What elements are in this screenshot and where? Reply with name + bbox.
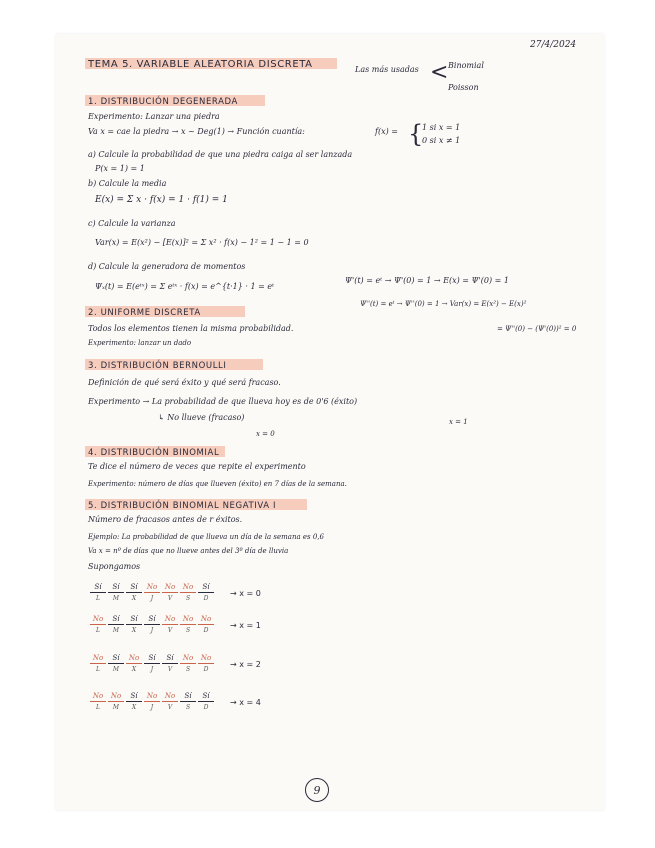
day-cell bbox=[180, 655, 196, 673]
weekday-label: L bbox=[96, 704, 100, 711]
weekday-label: J bbox=[150, 704, 154, 711]
sec5-line: Supongamos bbox=[88, 562, 141, 571]
rain-answer: Sí bbox=[126, 584, 142, 593]
rain-answer: No bbox=[90, 655, 106, 664]
sec3-line: Experimento → La probabilidad de que llueva hoy es de 0'6 (éxito) bbox=[88, 397, 358, 406]
rain-answer: No bbox=[126, 655, 142, 664]
branch-binomial: Binomial bbox=[448, 61, 484, 70]
sec1-line: 0 si x ≠ 1 bbox=[422, 136, 461, 145]
day-cell bbox=[162, 655, 178, 673]
sec4-heading: 4. DISTRIBUCIÓN BINOMIAL bbox=[88, 448, 220, 458]
sec2-heading: 2. UNIFORME DISCRETA bbox=[88, 308, 201, 318]
weekday-label: X bbox=[131, 595, 137, 602]
day-cell bbox=[144, 584, 160, 602]
rain-answer: Sí bbox=[126, 693, 142, 702]
day-cell bbox=[198, 693, 214, 711]
weekday-label: X bbox=[131, 666, 137, 673]
day-cell bbox=[198, 655, 214, 673]
sec1-formula: Ψₓ(t) = E(eᵗˣ) = Σ eᵗˣ · f(x) = e^{t·1} · 1 = eᵗ bbox=[95, 282, 275, 291]
day-cell bbox=[108, 616, 124, 634]
sec1-formula: Var(x) = E(x²) − [E(x)]² = Σ x² · f(x) − 1² = 1 − 1 = 0 bbox=[95, 238, 309, 247]
weekday-label: V bbox=[167, 595, 173, 602]
weekday-label: X bbox=[131, 704, 137, 711]
weekday-label: M bbox=[112, 704, 120, 711]
sec1-formula: Ψ'(t) = eᵗ → Ψ'(0) = 1 → E(x) = Ψ'(0) = 1 bbox=[345, 276, 509, 285]
weekday-label: S bbox=[185, 666, 191, 673]
weekday-label: V bbox=[167, 666, 173, 673]
page-number: 9 bbox=[305, 778, 329, 802]
sec1-line: Va x = cae la piedra → x ~ Deg(1) → Función cuantía: bbox=[88, 127, 305, 136]
sec3-line: x = 1 bbox=[449, 418, 468, 426]
sec1-line: a) Calcule la probabilidad de que una piedra caiga al ser lanzada bbox=[88, 150, 353, 159]
sec1-line: b) Calcule la media bbox=[88, 179, 167, 188]
sec2-line: Experimento: lanzar un dado bbox=[88, 339, 192, 347]
rain-answer: Sí bbox=[144, 655, 160, 664]
weekday-label: V bbox=[167, 704, 173, 711]
sec4-line: Te dice el número de veces que repite el experimento bbox=[88, 462, 306, 471]
sec3-heading: 3. DISTRIBUCIÓN BERNOULLI bbox=[88, 361, 227, 371]
day-cell bbox=[126, 584, 142, 602]
rain-answer: Sí bbox=[108, 655, 124, 664]
day-cell bbox=[180, 693, 196, 711]
day-cell bbox=[90, 584, 106, 602]
day-cell bbox=[162, 584, 178, 602]
row-result: → x = 0 bbox=[230, 589, 261, 598]
branch-poisson: Poisson bbox=[448, 83, 479, 92]
sec3-line: x = 0 bbox=[256, 430, 275, 438]
sec1-line: d) Calcule la generadora de momentos bbox=[88, 262, 246, 271]
day-cell bbox=[126, 655, 142, 673]
day-cell bbox=[126, 693, 142, 711]
date: 27/4/2024 bbox=[530, 40, 577, 50]
rain-answer: No bbox=[108, 693, 124, 702]
sec1-formula: Ψ''(t) = eᵗ → Ψ''(0) = 1 → Var(x) = E(x²) − E(x)² bbox=[360, 300, 527, 308]
sec1-line: f(x) = bbox=[375, 127, 398, 136]
day-cell bbox=[90, 616, 106, 634]
day-cell bbox=[144, 616, 160, 634]
rain-answer: No bbox=[162, 616, 178, 625]
sec5-line: Va x = nº de días que no llueve antes del 3º día de lluvia bbox=[88, 547, 289, 555]
rain-answer: Sí bbox=[144, 616, 160, 625]
day-cell bbox=[108, 693, 124, 711]
sec5-heading: 5. DISTRIBUCIÓN BINOMIAL NEGATIVA I bbox=[88, 501, 277, 511]
day-cell bbox=[108, 584, 124, 602]
day-cell bbox=[144, 655, 160, 673]
day-cell bbox=[144, 693, 160, 711]
title-note: Las más usadas bbox=[355, 65, 419, 74]
weekday-label: M bbox=[112, 627, 120, 634]
weekday-label: D bbox=[203, 666, 209, 673]
cases-brace: { bbox=[408, 120, 424, 148]
day-cell bbox=[90, 655, 106, 673]
rain-answer: Sí bbox=[162, 655, 178, 664]
weekday-label: S bbox=[185, 627, 191, 634]
day-cell bbox=[180, 584, 196, 602]
weekday-label: S bbox=[185, 595, 191, 602]
day-cell bbox=[90, 693, 106, 711]
sec3-line: Definición de qué será éxito y qué será fracaso. bbox=[88, 378, 281, 387]
rain-answer: No bbox=[180, 616, 196, 625]
rain-answer: No bbox=[144, 584, 160, 593]
rain-answer: No bbox=[180, 584, 196, 593]
day-cell bbox=[162, 616, 178, 634]
weekday-label: M bbox=[112, 666, 120, 673]
rain-answer: Sí bbox=[180, 693, 196, 702]
day-cell bbox=[126, 616, 142, 634]
weekday-label: J bbox=[150, 595, 154, 602]
row-result: → x = 4 bbox=[230, 698, 261, 707]
rain-answer: Sí bbox=[198, 584, 214, 593]
rain-answer: No bbox=[198, 655, 214, 664]
sec1-line: c) Calcule la varianza bbox=[88, 219, 176, 228]
rain-answer: Sí bbox=[108, 616, 124, 625]
rain-answer: Sí bbox=[126, 616, 142, 625]
page-title: TEMA 5. VARIABLE ALEATORIA DISCRETA bbox=[88, 59, 313, 70]
weekday-label: M bbox=[112, 595, 120, 602]
day-cell bbox=[108, 655, 124, 673]
title-brace: < bbox=[430, 60, 449, 85]
weekday-label: L bbox=[96, 627, 100, 634]
weekday-label: L bbox=[96, 595, 100, 602]
sec1-line: P(x = 1) = 1 bbox=[95, 164, 145, 173]
rain-answer: No bbox=[180, 655, 196, 664]
rain-answer: Sí bbox=[108, 584, 124, 593]
weekday-label: D bbox=[203, 627, 209, 634]
weekday-label: V bbox=[167, 627, 173, 634]
rain-answer: No bbox=[162, 693, 178, 702]
day-cell bbox=[180, 616, 196, 634]
sec4-line: Experimento: número de días que llueven (éxito) en 7 días de la semana. bbox=[88, 480, 347, 488]
rain-answer: No bbox=[162, 584, 178, 593]
weekday-label: S bbox=[185, 704, 191, 711]
rain-answer: No bbox=[90, 693, 106, 702]
weekday-label: X bbox=[131, 627, 137, 634]
sec3-line: ↳ No llueve (fracaso) bbox=[158, 413, 245, 422]
weekday-label: J bbox=[150, 666, 154, 673]
rain-answer: No bbox=[90, 616, 106, 625]
weekday-label: D bbox=[203, 595, 209, 602]
day-cell bbox=[162, 693, 178, 711]
sec5-line: Número de fracasos antes de r éxitos. bbox=[88, 515, 243, 524]
sec5-line: Ejemplo: La probabilidad de que llueva un día de la semana es 0,6 bbox=[88, 533, 324, 541]
weekday-label: J bbox=[150, 627, 154, 634]
rain-answer: Sí bbox=[90, 584, 106, 593]
day-cell bbox=[198, 584, 214, 602]
sec2-line: Todos los elementos tienen la misma probabilidad. bbox=[88, 324, 294, 333]
rain-answer: No bbox=[198, 616, 214, 625]
row-result: → x = 2 bbox=[230, 660, 261, 669]
sec1-line: 1 si x = 1 bbox=[422, 123, 461, 132]
sec1-formula: E(x) = Σ x · f(x) = 1 · f(1) = 1 bbox=[95, 195, 228, 205]
rain-answer: No bbox=[144, 693, 160, 702]
day-cell bbox=[198, 616, 214, 634]
row-result: → x = 1 bbox=[230, 621, 261, 630]
weekday-label: D bbox=[203, 704, 209, 711]
rain-answer: Sí bbox=[198, 693, 214, 702]
sec1-line: Experimento: Lanzar una piedra bbox=[88, 112, 220, 121]
sec1-heading: 1. DISTRIBUCIÓN DEGENERADA bbox=[88, 97, 238, 107]
sec1-formula: = Ψ''(0) − (Ψ'(0))² = 0 bbox=[497, 325, 577, 333]
weekday-label: L bbox=[96, 666, 100, 673]
